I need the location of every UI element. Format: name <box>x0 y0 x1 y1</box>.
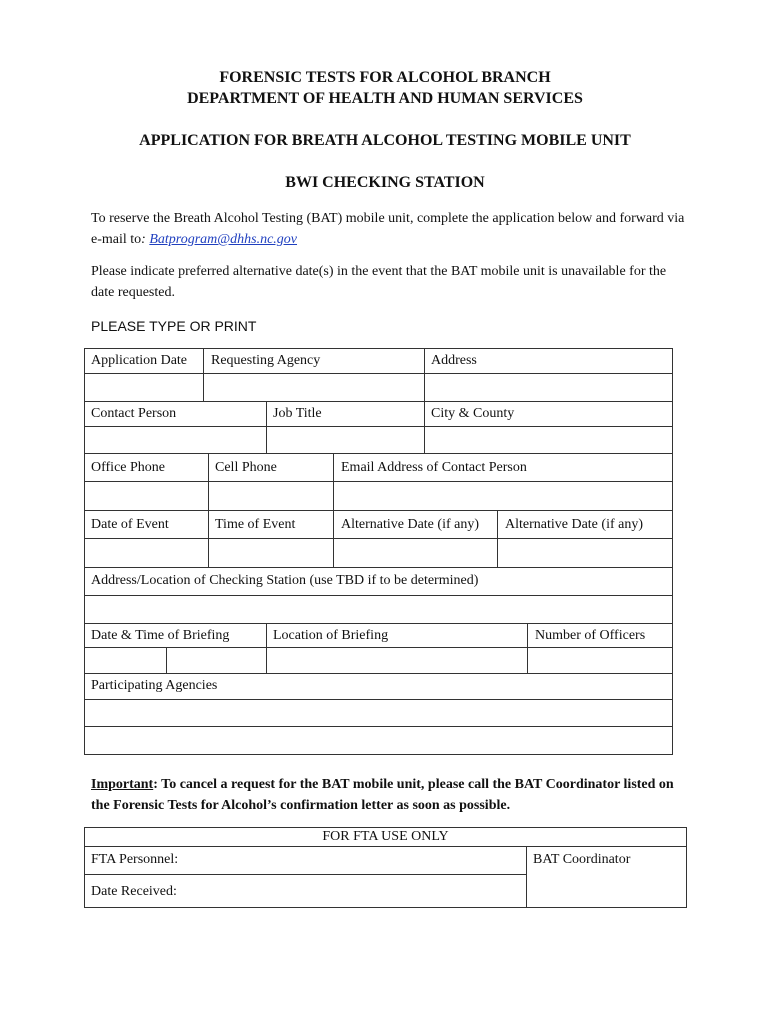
important-note <box>91 774 691 816</box>
bat-coordinator-label: BAT Coordinator <box>533 852 631 867</box>
participating-agencies-field-2[interactable] <box>85 727 672 754</box>
email-contact-field[interactable] <box>334 482 672 510</box>
briefing-location-field[interactable] <box>267 648 527 673</box>
email-link[interactable]: Batprogram@dhhs.nc.gov <box>149 232 298 247</box>
office-phone-label: Office Phone <box>91 460 165 475</box>
city-county-field[interactable] <box>425 427 672 453</box>
alternative-date-1-label: Alternative Date (if any) <box>341 517 479 532</box>
page-title: APPLICATION FOR BREATH ALCOHOL TESTING MOBILE UNIT <box>139 132 631 149</box>
requesting-agency-label: Requesting Agency <box>211 353 321 368</box>
alternative-note: Please indicate preferred alternative date(s) in the event that the BAT mobile unit is unavailable for the date requested. <box>91 264 667 300</box>
alternative-date-1-field[interactable] <box>334 539 497 567</box>
alternative-date-2-field[interactable] <box>498 539 672 567</box>
branch-heading: FORENSIC TESTS FOR ALCOHOL BRANCH <box>219 69 551 86</box>
fta-personnel-label: FTA Personnel: <box>91 852 179 867</box>
checking-station-location-field[interactable] <box>85 596 672 623</box>
briefing-date-field[interactable] <box>85 648 166 673</box>
address-label: Address <box>431 353 477 368</box>
intro-text: To reserve the Breath Alcohol Testing (BAT) mobile unit, complete the application below and forward via e-mail to <box>91 211 685 247</box>
email-contact-label: Email Address of Contact Person <box>341 460 527 475</box>
page-subtitle: BWI CHECKING STATION <box>285 174 485 191</box>
intro-paragraph <box>91 208 691 250</box>
address-field[interactable] <box>425 374 672 401</box>
job-title-field[interactable] <box>267 427 424 453</box>
date-of-event-label: Date of Event <box>91 517 169 532</box>
date-received-label: Date Received: <box>91 884 177 899</box>
briefing-time-field[interactable] <box>167 648 266 673</box>
number-of-officers-label: Number of Officers <box>535 628 646 643</box>
cell-phone-label: Cell Phone <box>215 460 277 475</box>
fta-header: FOR FTA USE ONLY <box>322 829 449 844</box>
participating-agencies-label: Participating Agencies <box>91 678 218 693</box>
cell-phone-field[interactable] <box>209 482 333 510</box>
requesting-agency-field[interactable] <box>204 374 424 401</box>
important-label: Important <box>91 777 154 792</box>
briefing-location-label: Location of Briefing <box>273 628 389 643</box>
date-of-event-field[interactable] <box>85 539 208 567</box>
intro-colon: : <box>141 232 150 247</box>
city-county-label: City & County <box>431 406 515 421</box>
important-text: : To cancel a request for the BAT mobile unit, please call the BAT Coordinator listed on the Forensic Tests for Alcohol’s confirmation letter as soon as possible. <box>91 777 674 813</box>
alternative-date-2-label: Alternative Date (if any) <box>505 517 643 532</box>
contact-person-label: Contact Person <box>91 406 177 421</box>
time-of-event-label: Time of Event <box>215 517 296 532</box>
type-or-print-note: PLEASE TYPE OR PRINT <box>91 318 257 334</box>
department-heading: DEPARTMENT OF HEALTH AND HUMAN SERVICES <box>187 90 583 107</box>
contact-person-field[interactable] <box>85 427 266 453</box>
application-date-label: Application Date <box>91 353 188 368</box>
checking-station-location-label: Address/Location of Checking Station (use TBD if to be determined) <box>91 573 479 588</box>
office-phone-field[interactable] <box>85 482 208 510</box>
job-title-label: Job Title <box>273 406 322 421</box>
time-of-event-field[interactable] <box>209 539 333 567</box>
application-date-field[interactable] <box>85 374 203 401</box>
participating-agencies-field-1[interactable] <box>85 700 672 726</box>
number-of-officers-field[interactable] <box>528 648 672 673</box>
briefing-datetime-label: Date & Time of Briefing <box>91 628 230 643</box>
